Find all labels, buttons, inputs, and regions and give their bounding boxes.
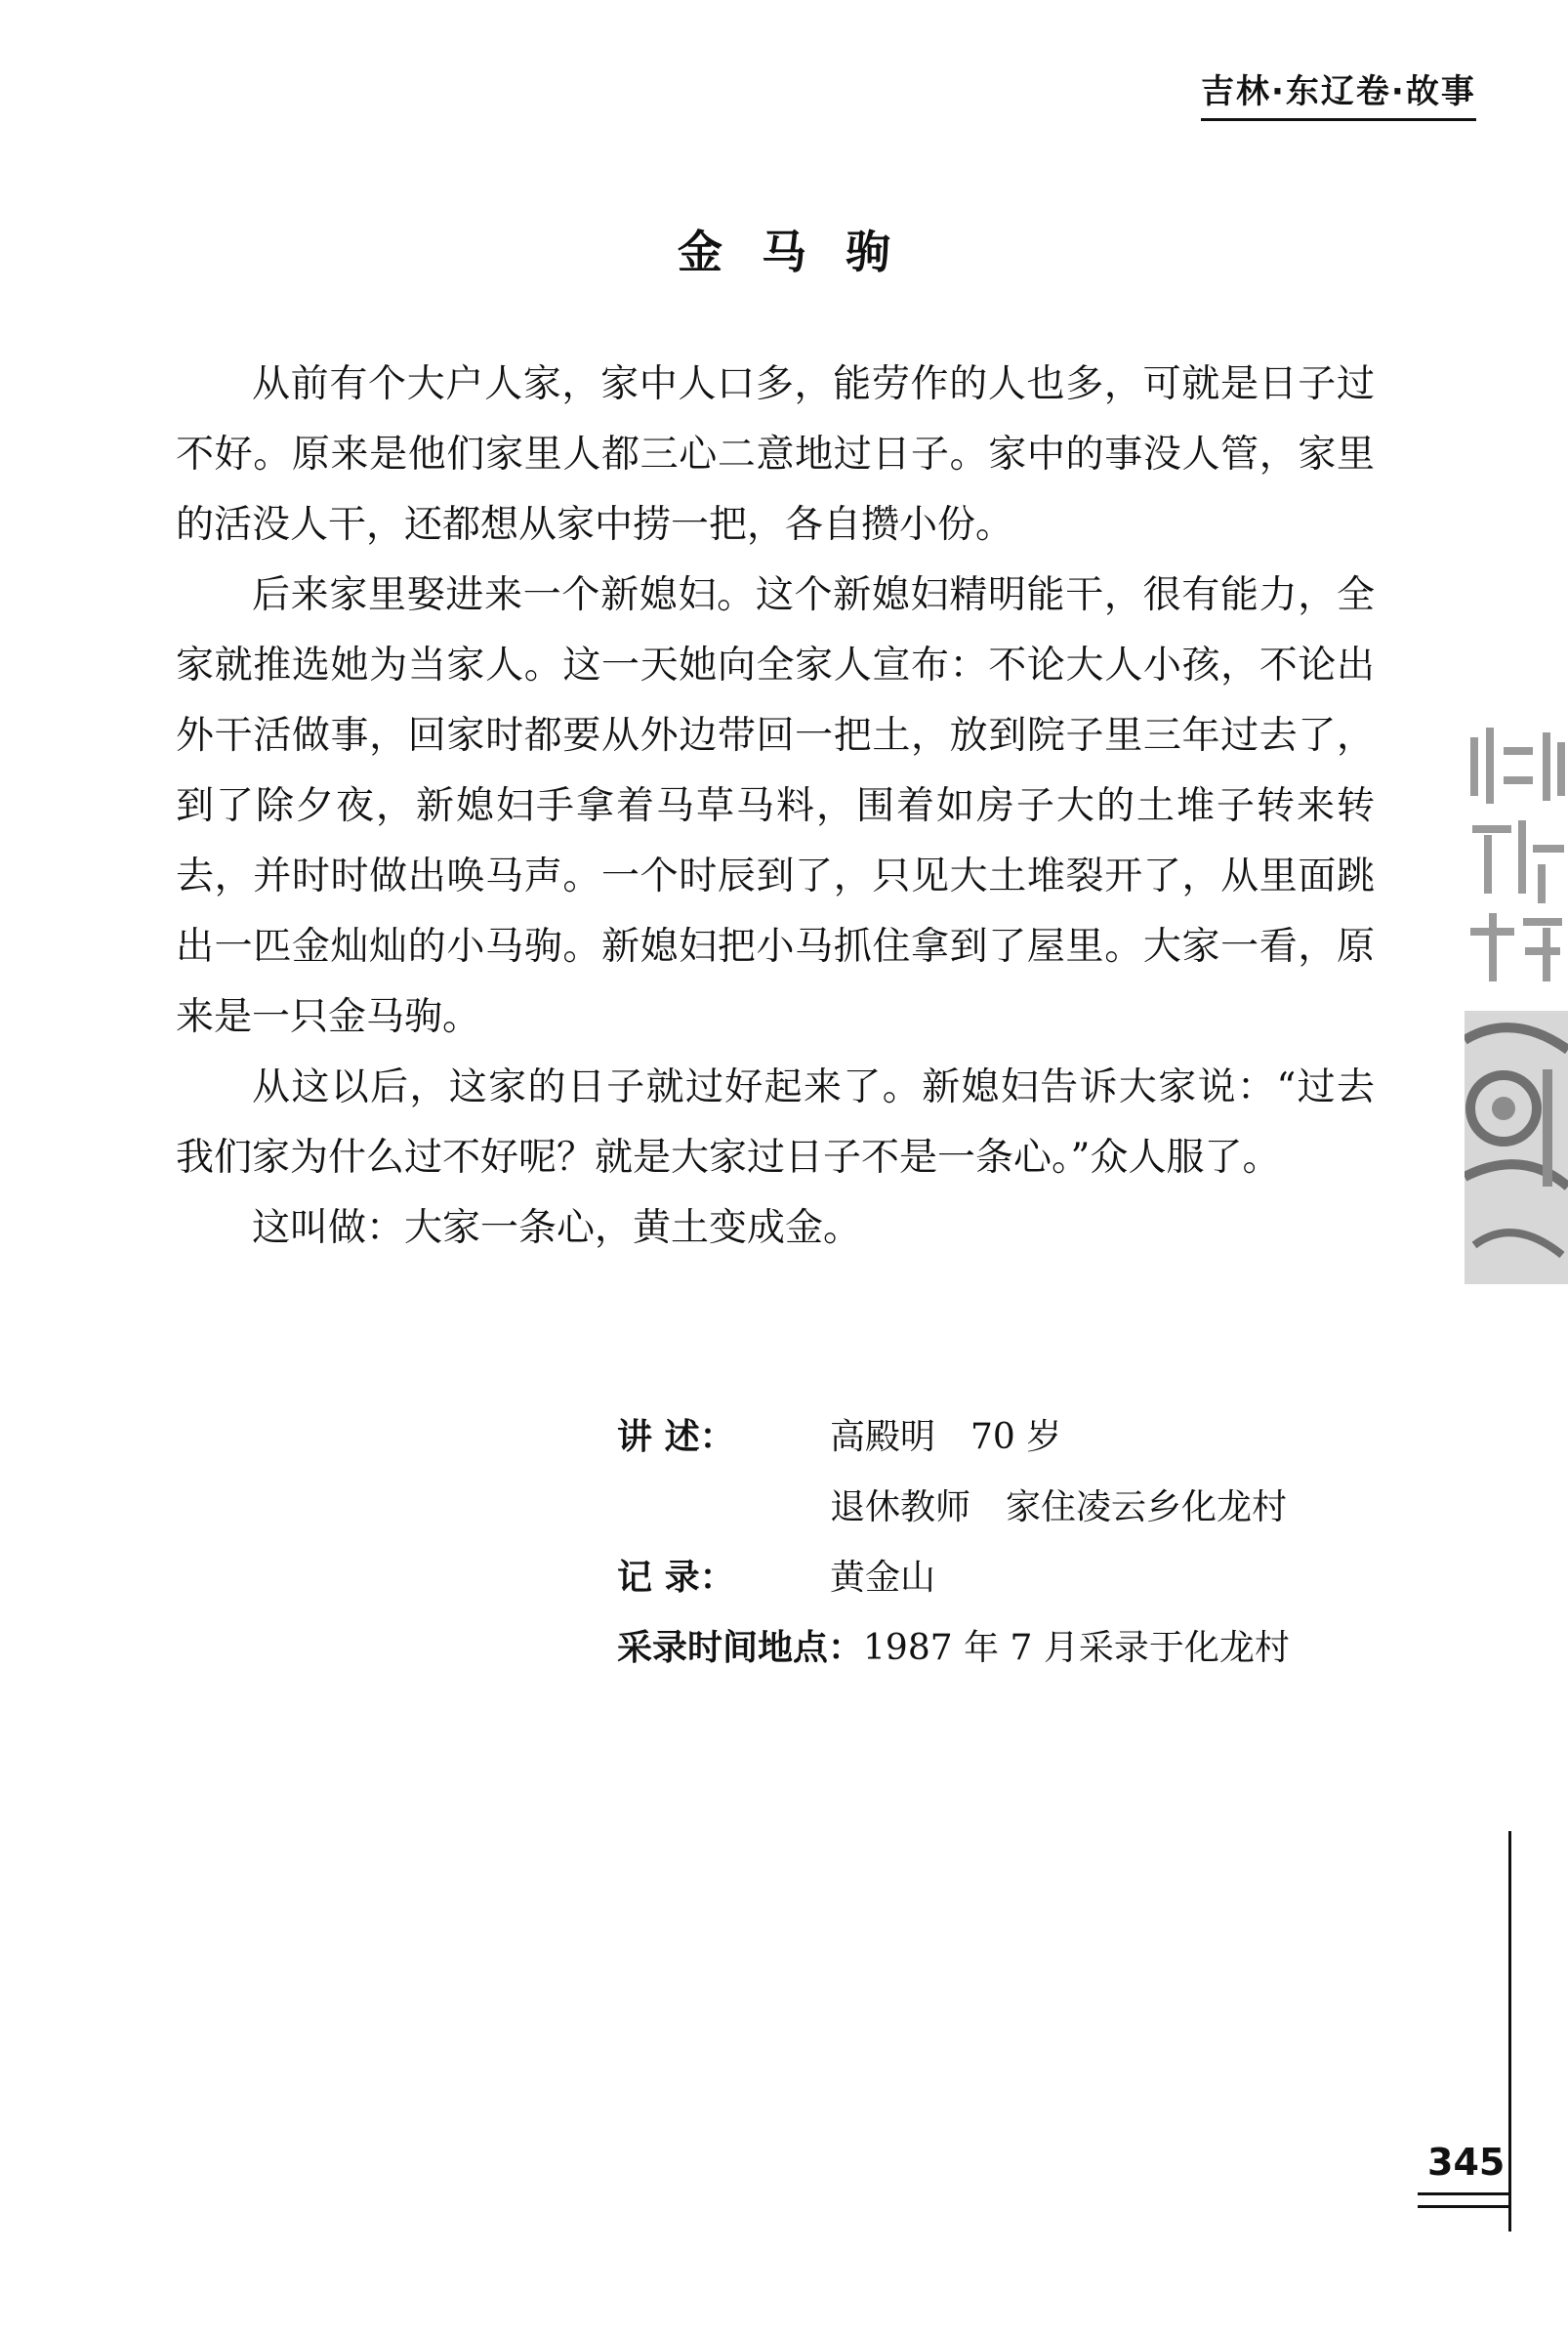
narrator-value: 高殿明 70 岁: [830, 1417, 1062, 1457]
recorder-row: [617, 1543, 1290, 1613]
story-body: [176, 350, 1375, 1264]
paragraph-4: 这叫做：大家一条心，黄土变成金。: [252, 1206, 862, 1250]
recorder-label: 记 录：: [617, 1558, 735, 1598]
paragraph-2: 后来家里娶进来一个新媳妇。这个新媳妇精明能干，很有能力，全家就推选她为当家人。这一天她向全家人宣布：不论大人小孩，不论出外干活做事，回家时都要从外边带回一把土，放到院子里三年过去了，到了除夕夜，新媳妇手拿着马草马料，围着如房子大的土堆子转来转去，并时时做出唤马声。一个时辰到了，只见大土堆裂开了，从里面跳出一匹金灿灿的小马驹。新媳妇把小马抓住拿到了屋里。大家一看，原来是一只金马驹。: [176, 573, 1375, 1039]
time-place-label: 采录时间地点：: [617, 1628, 864, 1668]
recorder-value: 黄金山: [830, 1558, 936, 1598]
vertical-rule: [1508, 1831, 1511, 2232]
paragraph-1: 从前有个大户人家，家中人口多，能劳作的人也多，可就是日子过不好。原来是他们家里人都三心二意地过日子。家中的事没人管，家里的活没人干，还都想从家中捞一把，各自攒小份。: [176, 362, 1375, 547]
page-number-rule-top: [1418, 2192, 1511, 2195]
narrator-row: [617, 1402, 1290, 1473]
page-number: 345: [1427, 2141, 1506, 2184]
story-title: 金马驹: [678, 226, 929, 278]
time-place-row: [617, 1613, 1290, 1684]
time-place-value: 1987 年 7 月采录于化龙村: [863, 1628, 1290, 1668]
running-header: 吉林·东辽卷·故事: [1201, 64, 1476, 121]
narrator-label: 讲 述：: [617, 1417, 735, 1457]
credits-block: [617, 1402, 1290, 1684]
narrator-detail: 退休教师 家住凌云乡化龙村: [830, 1487, 1288, 1527]
side-ornament: [1465, 718, 1568, 1284]
page-number-rule-bottom: [1418, 2205, 1511, 2208]
paragraph-3: 从这以后，这家的日子就过好起来了。新媳妇告诉大家说：“过去我们家为什么过不好呢？就是大家过日子不是一条心。”众人服了。: [176, 1065, 1375, 1180]
